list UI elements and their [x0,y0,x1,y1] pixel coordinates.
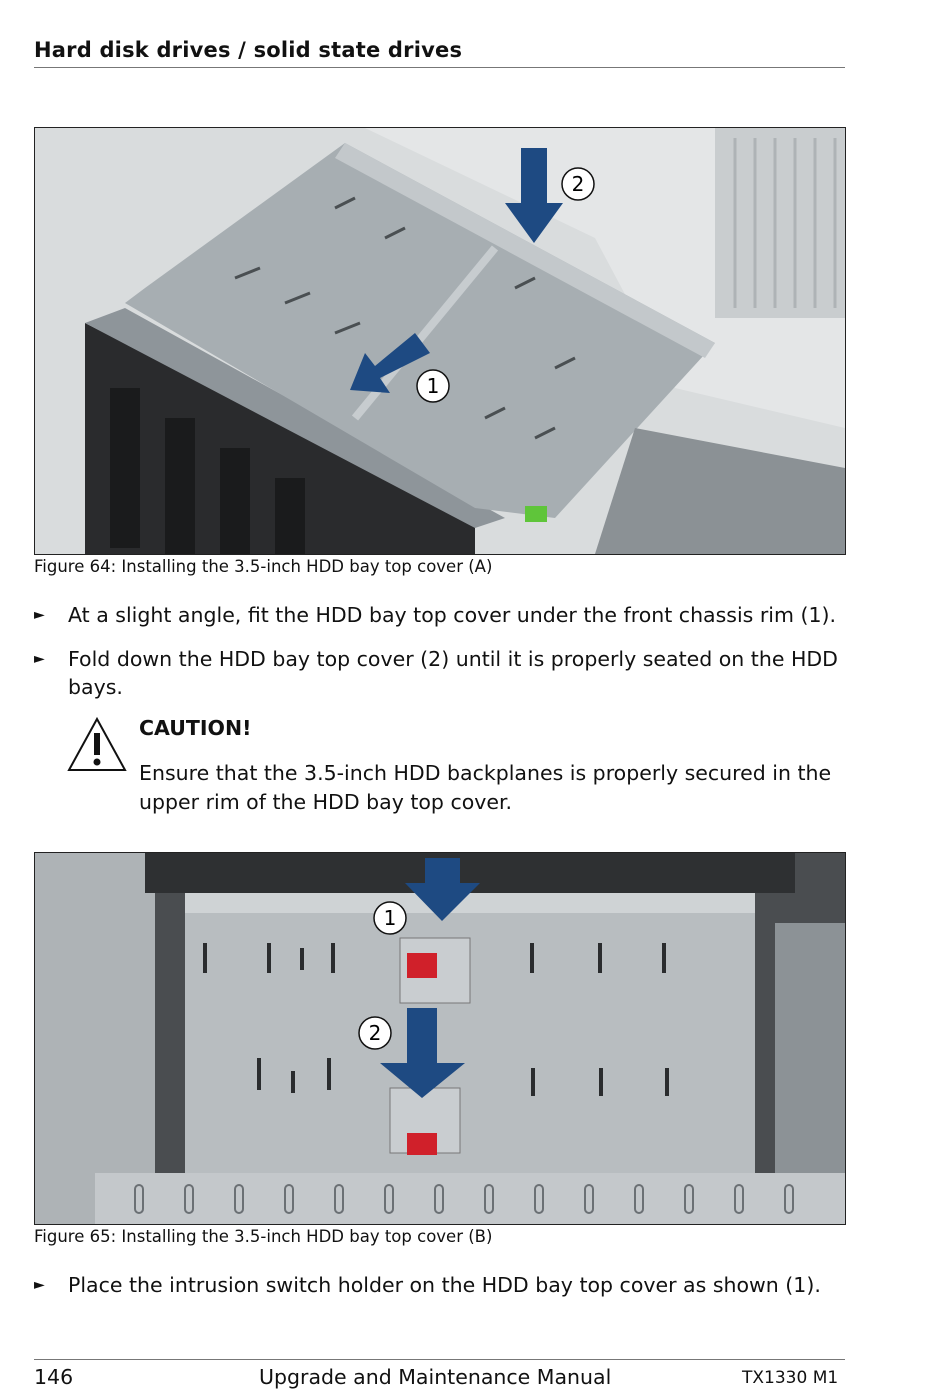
page-header: Hard disk drives / solid state drives [34,38,845,68]
instruction-text: Fold down the HDD bay top cover (2) until it is properly seated on the HDD bays. [68,647,838,699]
hdd-bay-photo-a [35,128,845,554]
callout-1-label: 1 [383,906,397,930]
page-number: 146 [34,1365,74,1389]
caution-text: Ensure that the 3.5-inch HDD backplanes is properly secured in the upper rim of the HDD bay top cover. [139,761,832,814]
bullet-arrow-icon: ► [34,607,45,623]
callout-1-label: 1 [426,374,440,398]
bullet-arrow-icon: ► [34,1277,45,1293]
manual-title: Upgrade and Maintenance Manual [259,1365,612,1389]
figure-64-caption: Figure 64: Installing the 3.5-inch HDD bay top cover (A) [34,557,493,576]
hdd-bay-photo-b [35,853,845,1224]
model-name: TX1330 M1 [742,1368,839,1388]
figure-64-photo [34,127,846,555]
figure-65-caption: Figure 65: Installing the 3.5-inch HDD bay top cover (B) [34,1227,493,1246]
instruction-text: Place the intrusion switch holder on the HDD bay top cover as shown (1). [68,1273,821,1297]
callout-2-label: 2 [368,1021,382,1045]
bullet-arrow-icon: ► [34,651,45,667]
caution-title: CAUTION! [139,716,252,740]
figure-65-photo [34,852,846,1225]
instruction-text: At a slight angle, fit the HDD bay top cover under the front chassis rim (1). [68,603,837,627]
warning-triangle-icon [66,716,128,774]
footer-divider [34,1359,845,1360]
callout-2-label: 2 [571,172,585,196]
